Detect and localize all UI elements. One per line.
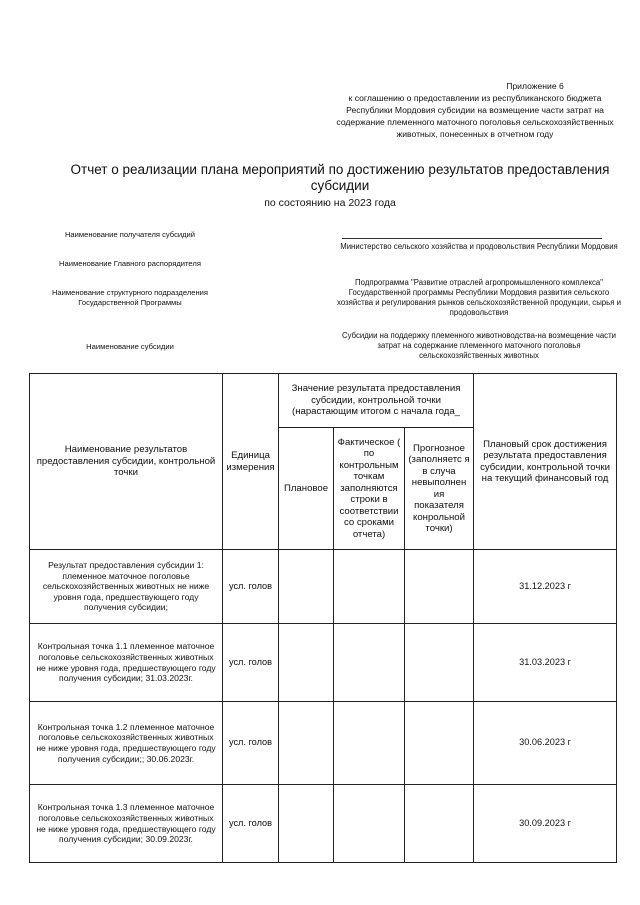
subsidy-value: Субсидии на поддержку племенного животноводства-на возмещение части затрат на содержание племенного маточного поголовья сельскохозяйственных животных [341,331,616,360]
row-name: Контрольная точка 1.3 племенное маточное поголовье сельскохозяйственных животных не ниже уровня года, предшествующего году получения субсидии; 30.09.2023г. [30,785,223,863]
table-header-row [30,374,617,428]
header-value-group: Значение результата предоставления субсидии, контрольной точки (нарастающим итогом с начала года_ [279,374,474,428]
row-deadline: 31.03.2023 г [474,624,617,702]
row-name: Контрольная точка 1.2 племенное маточное поголовье сельскохозяйственных животных не ниже уровня года, предшествующего году получения субсидии;; 30.06.2023г. [30,702,223,785]
row-unit: усл. голов [223,624,279,702]
report-date-line: по состоянию на 2023 года [264,197,396,209]
table-row [30,785,617,863]
chief-manager-label: Наименование Главного распорядителя [59,259,201,268]
program-value: Подпрограмма "Развитие отраслей агропромышленного комплекса" Государственной программы Республики Мордовия развития сельского хозяйства и регулирования рынков сельскохозяйственной продукции, сырья и продовольствия [337,278,621,317]
row-forecast[interactable] [405,785,474,863]
row-name: Результат предоставления субсидии 1: племенное маточное поголовье сельскохозяйственных животных не ниже уровня года, предшествующего году получения субсидии; [30,550,223,624]
row-actual[interactable] [334,624,405,702]
row-deadline: 31.12.2023 г [474,550,617,624]
row-deadline: 30.09.2023 г [474,785,617,863]
row-forecast[interactable] [405,550,474,624]
row-deadline: 30.06.2023 г [474,702,617,785]
row-planned[interactable] [279,785,334,863]
row-unit: усл. голов [223,550,279,624]
header-unit: Единица измерения [223,374,279,550]
row-unit: усл. голов [223,702,279,785]
recipient-label: Наименование получателя субсидий [64,230,196,239]
report-title: Отчет о реализации плана мероприятий по достижению результатов предоставления субсидии [70,162,610,193]
annex-text: к соглашению о предоставлении из республиканского бюджета Республики Мордовия субсидии на возмещение части затрат на содержание племенного маточного поголовья сельскохозяйственных животных, понесенных в отчетном году [336,93,614,139]
table-row [30,624,617,702]
header-deadline: Плановый срок достижения результата предоставления субсидии, контрольной точки на текущий финансовый год [474,374,617,550]
header-forecast: Прогнозное (заполняетс я в случа невыполнен ия показателя конрольной точки) [405,428,474,550]
row-actual[interactable] [334,702,405,785]
row-unit: усл. голов [223,785,279,863]
row-forecast[interactable] [405,624,474,702]
annex-block [330,80,620,140]
row-name: Контрольная точка 1.1 племенное маточное поголовье сельскохозяйственных животных не ниже уровня года, предшествующего году получения субсидии; 31.03.2023г. [30,624,223,702]
row-actual[interactable] [334,785,405,863]
header-name: Наименование результатов предоставления субсидии, контрольной точки [30,374,223,550]
subsidy-label: Наименование субсидии [86,342,174,351]
row-forecast[interactable] [405,702,474,785]
table-row [30,702,617,785]
row-planned[interactable] [279,550,334,624]
table-row [30,550,617,624]
row-planned[interactable] [279,624,334,702]
chief-manager-value: Министерство сельского хозяйства и продовольствия Республики Мордовия [340,242,618,251]
annex-title: Приложение 6 [506,81,564,91]
header-planned: Плановое [279,428,334,550]
row-actual[interactable] [334,550,405,624]
program-label: Наименование структурного подразделения Государственной Программы [51,288,209,307]
row-planned[interactable] [279,702,334,785]
recipient-value-line [342,238,602,239]
report-table [29,373,617,863]
header-actual: Фактическое ( по контрольным точкам заполняются строки в соответствии со сроками отчета) [334,428,405,550]
